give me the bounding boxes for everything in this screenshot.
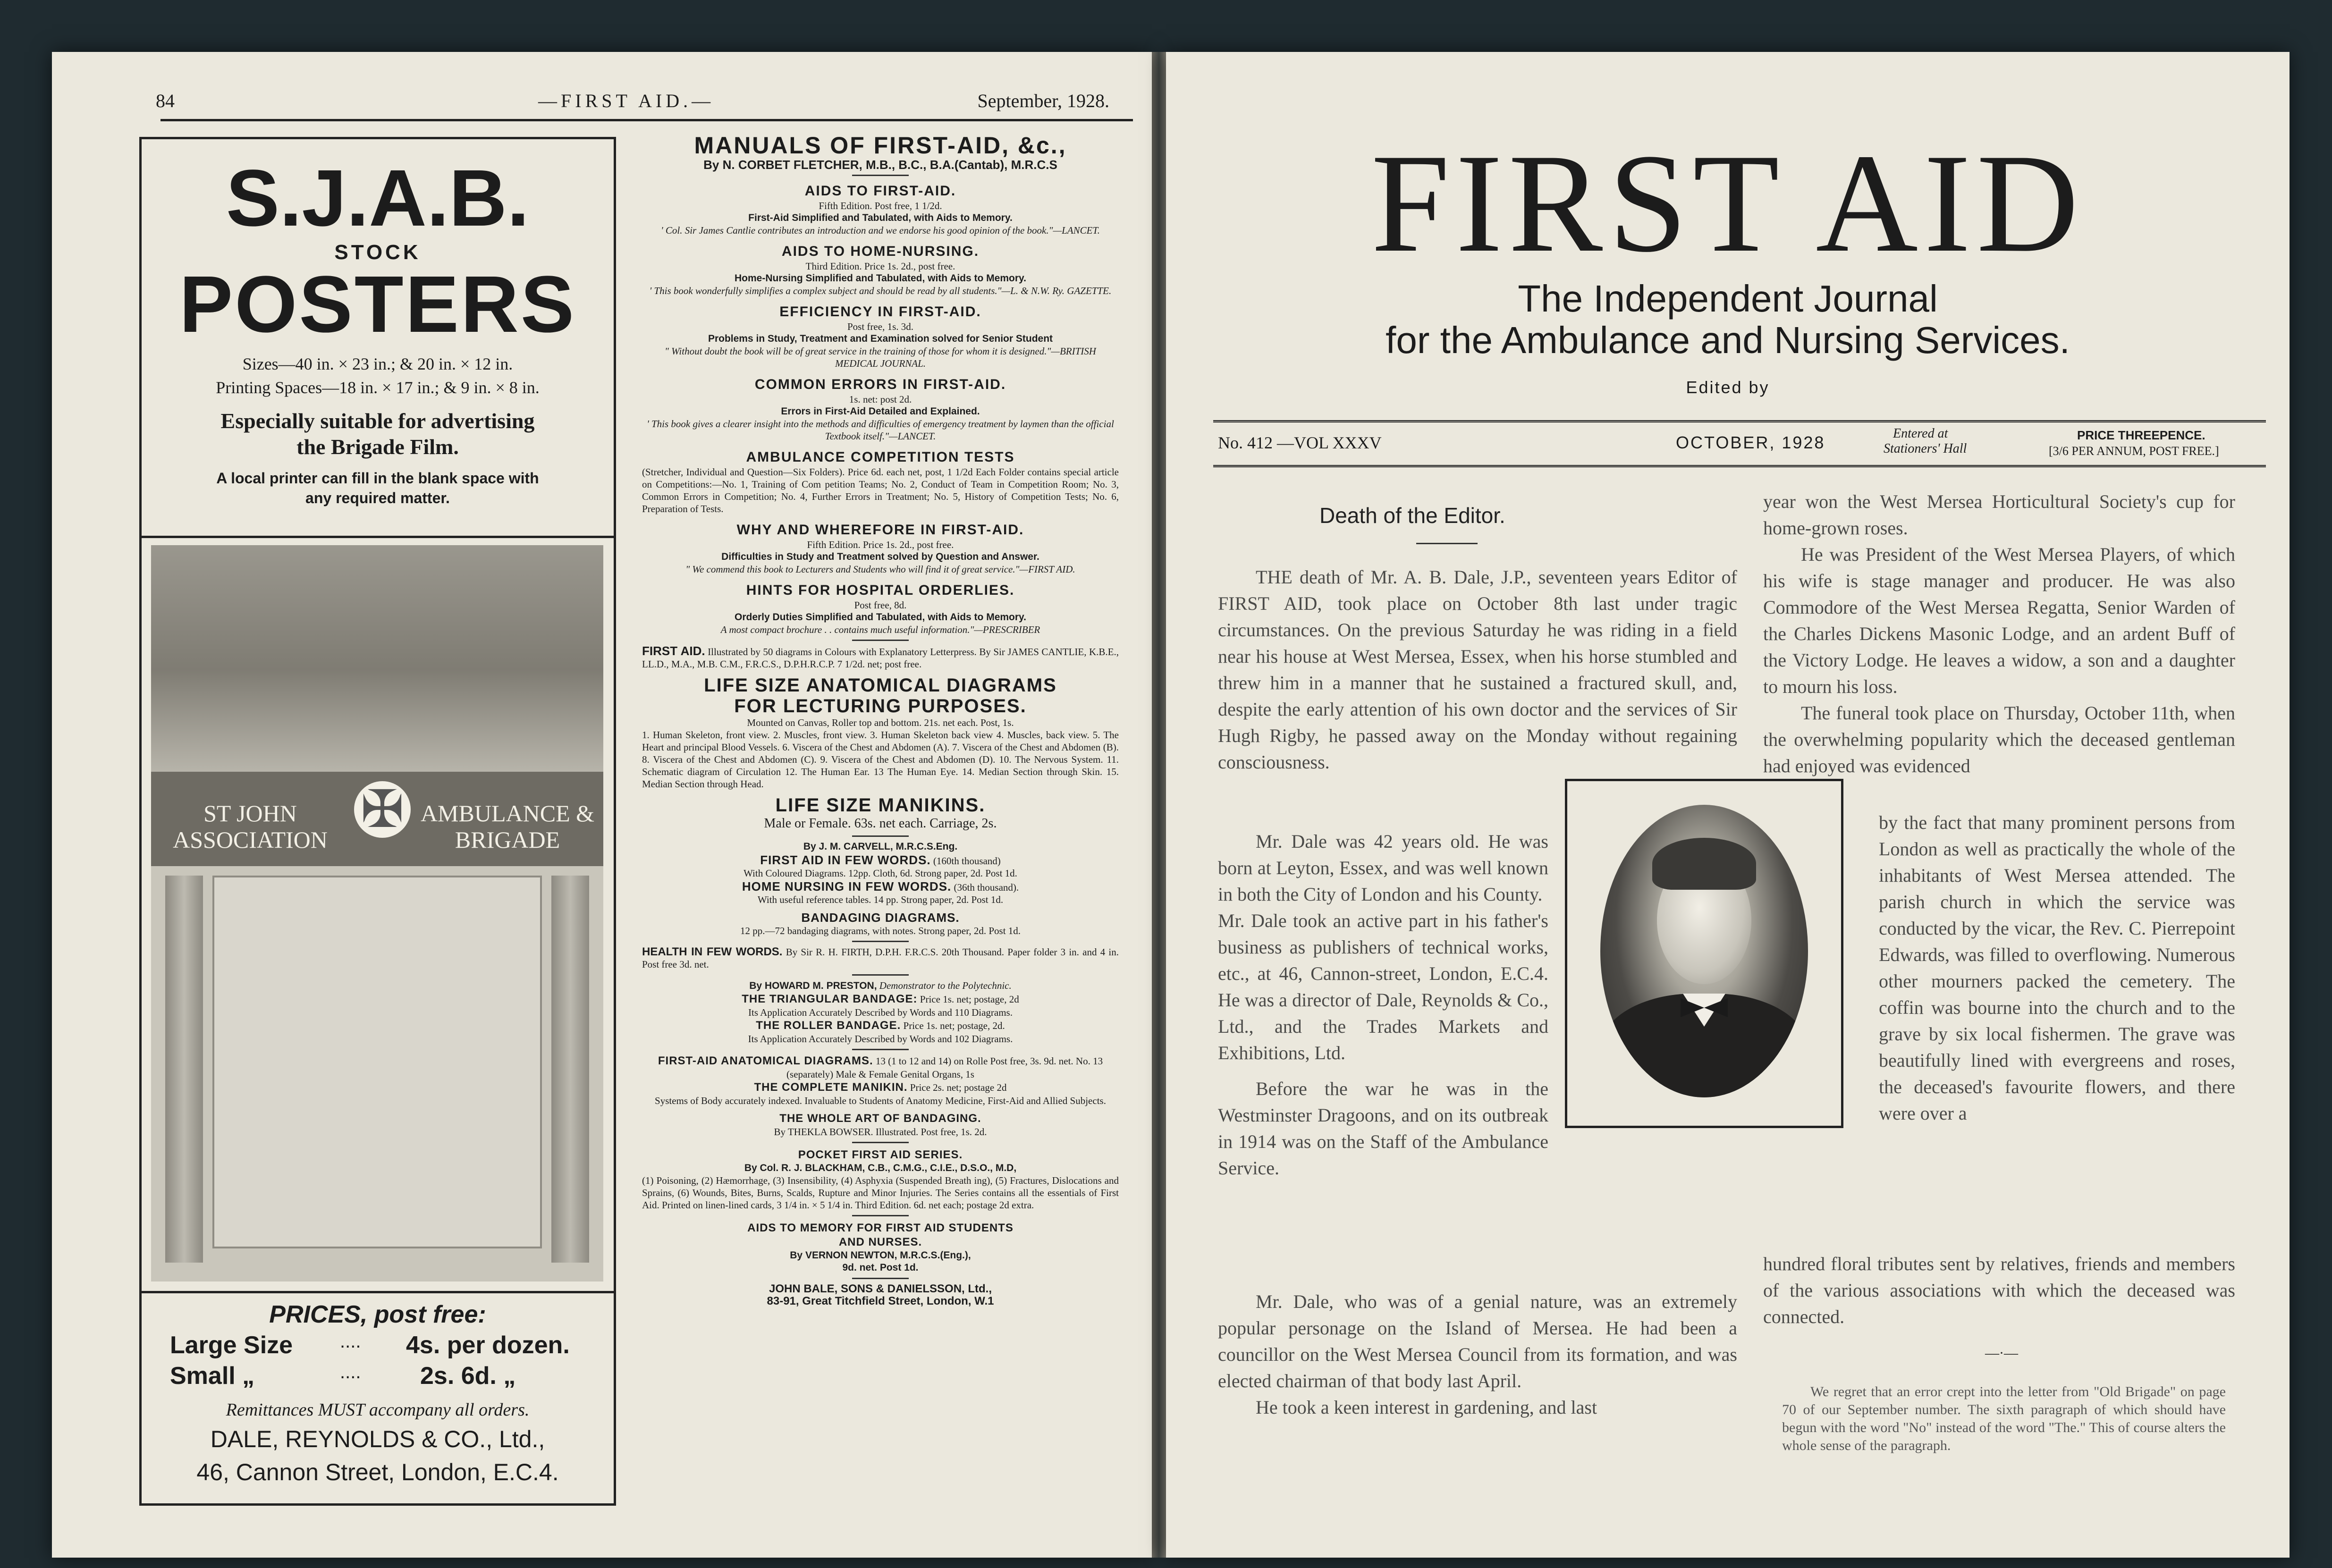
- entry-lead: THE TRIANGULAR BANDAGE:: [742, 993, 918, 1005]
- ornament-rule: —·—: [1985, 1345, 2018, 1361]
- article-paragraph: He was President of the West Mersea Players, of which his wife is stage manager and producer. He was also Commodore of the West Mersea Regatta, Senior Warden of the Charles Dickens Masonic Lodge, and an ardent Buff of the Victory Lodge. He leaves a widow, a son and a daughter to mourn his loss.: [1763, 544, 2235, 697]
- pocket-series-author: By Col. R. J. BLACKHAM, C.B., C.M.G., C.I.E., D.S.O., M.D,: [744, 1163, 1017, 1173]
- entry-text: (36th thousand).: [954, 882, 1019, 893]
- book-review: " Without doubt the book will be of great service in the training of those for whom it is designed."—BRITISH MEDICAL JOURNAL.: [665, 346, 1096, 369]
- entry-lead: HOME NURSING IN FEW WORDS.: [742, 879, 952, 894]
- left-page-header: [156, 90, 1133, 118]
- manuals-advert: [642, 132, 1119, 1307]
- book-subtitle: Orderly Duties Simplified and Tabulated, with Aids to Memory.: [734, 612, 1027, 623]
- entry-price: 12 pp.—72 bandaging diagrams, with notes. Strong paper, 2d. Post 1d.: [740, 925, 1021, 936]
- entry-text: Price 1s. net; postage, 2d.: [903, 1020, 1005, 1031]
- article-paragraph: Mr. Dale, who was of a genial nature, was an extremely popular personage on the Island of Mersea. He had been a councillor on the West Mersea Council from its formation, and was elected chairman of that body last April.: [1218, 1291, 1737, 1391]
- page-number: 84: [156, 90, 175, 111]
- book-subtitle: Errors in First-Aid Detailed and Explained.: [781, 406, 980, 417]
- pocket-series-title: POCKET FIRST AID SERIES.: [798, 1148, 963, 1161]
- diagrams-price: Mounted on Canvas, Roller top and bottom. 21s. net each. Post, 1s.: [747, 717, 1014, 728]
- masthead-subtitle-1: The Independent Journal: [1518, 278, 1938, 320]
- health-few-words-entry: [642, 946, 1119, 970]
- large-size-price: 4s. per dozen.: [406, 1332, 570, 1359]
- book-subtitle: First-Aid Simplified and Tabulated, with Aids to Memory.: [748, 212, 1013, 223]
- triangular-bandage-entry: [642, 992, 1119, 1006]
- article-paragraph: year won the West Mersea Horticultural Society's cup for home-grown roses.: [1763, 491, 2235, 539]
- heading-rule: [1416, 543, 1478, 544]
- life-size-diagrams-title-2: FOR LECTURING PURPOSES.: [734, 696, 1027, 717]
- issue-month: OCTOBER, 1928: [1676, 433, 1825, 452]
- article-paragraph: He took a keen interest in gardening, and last: [1256, 1397, 1597, 1418]
- book-title-why-wherefore: WHY AND WHEREFORE IN FIRST-AID.: [736, 522, 1024, 538]
- short-rule: [852, 1278, 909, 1279]
- manuals-title: MANUALS OF FIRST-AID, &c.,: [694, 132, 1067, 159]
- article-column-1-lower: [1218, 1289, 1737, 1421]
- poster-column-left: [165, 876, 203, 1263]
- book-edition: Third Edition. Price 1s. 2d., post free.: [805, 261, 955, 272]
- editor-portrait-frame: [1565, 779, 1843, 1128]
- publisher-name: DALE, REYNOLDS & CO., Ltd.,: [210, 1426, 545, 1452]
- large-size-label: Large Size: [170, 1332, 293, 1359]
- diagrams-list: 1. Human Skeleton, front view. 2. Muscles, front view. 3. Human Skeleton back view 4. Muscles, back view. 5. The Heart and principal Blood Vessels. 6. Viscera of the Chest and Abdomen (A). 7. Viscera of the Chest and Abdomen (B). 8. Viscera of the Chest and Abdomen (C). 9. Viscera of the Chest and Abdomen (D). 10. The Nervous System. 11. Schematic diagram of Circulation 12. The Human Ear. 13 The Human Eye. 14. Median Section through Skin. 15. Median Section through Head.: [642, 729, 1119, 790]
- short-rule: [852, 1142, 909, 1143]
- aids-memory-price: 9d. net. Post 1d.: [842, 1262, 919, 1273]
- short-rule: [852, 1215, 909, 1216]
- small-size-price: 2s. 6d. „: [420, 1362, 516, 1390]
- entry-lead: FIRST-AID ANATOMICAL DIAGRAMS.: [658, 1054, 873, 1067]
- short-rule: [852, 175, 909, 176]
- portrait-hair: [1652, 838, 1756, 890]
- article-paragraph: The funeral took place on Thursday, October 11th, when the overwhelming popularity which the deceased gentleman had enjoyed was evidenced: [1763, 702, 2235, 776]
- book-gutter: [1152, 52, 1166, 1558]
- article-column-1-narrow: [1218, 828, 1548, 1181]
- short-rule: [852, 941, 909, 942]
- article-paragraph: hundred floral tributes sent by relatives, friends and members of the various associations with which the deceased was connected.: [1763, 1253, 2235, 1327]
- book-subtitle: Home-Nursing Simplified and Tabulated, with Aids to Memory.: [735, 273, 1026, 284]
- poster-blank-space: [212, 876, 542, 1248]
- life-size-diagrams-title-1: LIFE SIZE ANATOMICAL DIAGRAMS: [704, 675, 1057, 696]
- prices-title: PRICES, post free:: [269, 1301, 486, 1328]
- suitable-line-1: Especially suitable for advertising: [220, 409, 535, 433]
- book-review: ' This book gives a clearer insight into the methods and difficulties of emergency treatment by laymen than the official Textbook itself."—LANCET.: [647, 418, 1114, 442]
- book-description: (Stretcher, Individual and Question—Six Folders). Price 6d. each net, post, 1 1/2d Each Folder contains special article on Competitions:—No. 1, Training of Com petition Teams; No. 2, Conduct of Team in Competition Room; No. 3, Common Errors in Competition; No. 4, Further Errors in Treatment; No. 5, History of Competition Tests; No. 6, Preparation of Tests.: [642, 466, 1119, 514]
- article-paragraph: by the fact that many prominent persons from London as well as practically the whole of the inhabitants of West Mersea attended. The parish church in which the service was conducted by the vicar, the Rev. C. Pierrepoint Edwards, was filled to overflowing. Numerous other mourners packed the cemetery. The coffin was bourne into the church and to the grave by six local fishermen. The grave was beautifully lined with evergreens and roses, the deceased's favourite flowers, and there were over a: [1879, 812, 2235, 1124]
- posters-title: POSTERS: [179, 260, 576, 349]
- price-label: PRICE THREEPENCE.: [2077, 428, 2205, 442]
- aids-memory-title-2: AND NURSES.: [838, 1236, 922, 1248]
- entry-text: 13 (1 to 12 and 14) on Rolle Post free, 3s. 9d. net. No. 13 (separately) Male & Female Genital Organs, 1s: [786, 1055, 1103, 1080]
- entry-lead: THE ROLLER BANDAGE.: [756, 1019, 901, 1032]
- short-rule: [852, 835, 909, 837]
- home-nursing-few-words-entry: [642, 879, 1119, 894]
- manuals-author: By N. CORBET FLETCHER, M.B., B.C., B.A.(Cantab), M.R.C.S: [703, 158, 1057, 172]
- book-edition: Post free, 1s. 3d.: [847, 321, 913, 332]
- book-edition: Post free, 8d.: [854, 599, 907, 611]
- poster-label-left: ST JOHN ASSOCIATION: [173, 800, 328, 853]
- remittances-note: Remittances MUST accompany all orders.: [226, 1400, 530, 1420]
- entry-description: Systems of Body accurately indexed. Invaluable to Students of Anatomy Medicine, First-Aid and Allied Subjects.: [655, 1095, 1106, 1106]
- book-title-hospital-orderlies: HINTS FOR HOSPITAL ORDERLIES.: [746, 582, 1015, 598]
- article-paragraph: THE death of Mr. A. B. Dale, J.P., seventeen years Editor of FIRST AID, took place on October 8th last under tragic circumstances. On the previous Saturday he was riding in a field near his house at West Mersea, Essex, when his horse stumbled and threw him in a manner that he sustained a fractured skull, and, despite the early attention of his own doctor and the services of Sir Hugh Rigby, he passed away on the Monday without regaining consciousness.: [1218, 566, 1737, 773]
- entry-text: By Sir R. H. FIRTH, D.P.H. F.R.C.S. 20th Thousand. Paper folder 3 in. and 4 in. Post free 3d. net.: [642, 946, 1119, 970]
- article-column-1: [1218, 564, 1737, 776]
- preston-author: [642, 979, 1119, 992]
- annual-price: [3/6 PER ANNUM, POST FREE.]: [2049, 444, 2219, 458]
- stock-label: STOCK: [334, 241, 421, 264]
- article-column-2-narrow: [1879, 809, 2235, 1127]
- entered-at: Entered at: [1893, 426, 1948, 441]
- book-title-home-nursing: AIDS TO HOME-NURSING.: [781, 244, 980, 259]
- stationers-hall: Stationers' Hall: [1884, 441, 1967, 456]
- short-rule: [852, 640, 909, 641]
- book-title-common-errors: COMMON ERRORS IN FIRST-AID.: [754, 377, 1006, 392]
- large-dots: ....: [340, 1331, 361, 1352]
- bandaging-diagrams-title: BANDAGING DIAGRAMS.: [801, 910, 960, 925]
- poster-photo: [151, 545, 603, 772]
- maltese-cross-icon: ✠: [354, 781, 411, 838]
- sjab-poster-advert: [139, 137, 616, 1506]
- aids-memory-title-1: AIDS TO MEMORY FOR FIRST AID STUDENTS: [747, 1222, 1014, 1234]
- article-heading: Death of the Editor.: [1319, 503, 1505, 528]
- complete-manikin-entry: [642, 1080, 1119, 1095]
- printing-spaces: Printing Spaces—18 in. × 17 in.; & 9 in. × 8 in.: [216, 378, 540, 397]
- printer-name: JOHN BALE, SONS & DANIELSSON, Ltd.,: [769, 1282, 992, 1295]
- entry-text: (160th thousand): [933, 855, 1001, 867]
- poster-column-right: [551, 876, 589, 1263]
- first-aid-few-words-entry: [642, 853, 1119, 867]
- issue-number: No. 412 —VOL XXXV: [1218, 433, 1382, 452]
- anatomical-diagrams-entry: [642, 1054, 1119, 1080]
- book-title-efficiency: EFFICIENCY IN FIRST-AID.: [779, 304, 981, 320]
- whole-art-bandaging-title: THE WHOLE ART OF BANDAGING.: [779, 1112, 981, 1125]
- roller-bandage-entry: [642, 1019, 1119, 1033]
- article-paragraph: Before the war he was in the Westminster Dragoons, and on its outbreak in 1914 was on the Staff of the Ambulance Service.: [1218, 1078, 1548, 1179]
- advert-divider: [142, 536, 614, 538]
- entry-lead: FIRST AID.: [642, 644, 705, 658]
- article-paragraph: Mr. Dale was 42 years old. He was born at Leyton, Essex, and was well known in both the City of London and his County.: [1218, 831, 1548, 905]
- dateline-bar: [1213, 420, 2266, 467]
- st-john-poster-image: [151, 545, 603, 1281]
- entry-text: Demonstrator to the Polytechnic.: [879, 980, 1012, 991]
- header-rule: [161, 119, 1133, 121]
- masthead: FIRST AID: [1371, 125, 2085, 281]
- local-printer-line-1: A local printer can fill in the blank space with: [216, 470, 539, 487]
- entry-text: Illustrated by 50 diagrams in Colours with Explanatory Letterpress. By Sir JAMES CANTLIE, K.B.E., LL.D., M.A., M.B. C.M., F.R.C.S., D.P.H.R.C.P. 7 1/2d. net; post free.: [642, 646, 1119, 670]
- first-aid-cantlie-entry: [642, 645, 1119, 670]
- sjab-title: S.J.A.B.: [226, 153, 530, 243]
- issue-date: September, 1928.: [977, 90, 1109, 111]
- entry-lead: By HOWARD M. PRESTON,: [749, 980, 877, 991]
- entry-description: Its Application Accurately Described by Words and 102 Diagrams.: [748, 1033, 1013, 1045]
- entry-text: Price 2s. net; postage 2d: [910, 1082, 1007, 1093]
- poster-sizes: Sizes—40 in. × 23 in.; & 20 in. × 12 in.: [242, 354, 513, 373]
- running-title: —FIRST AID.—: [538, 90, 715, 111]
- article-paragraph: Mr. Dale took an active part in his father's business as publishers of technical works, etc., at 46, Cannon-street, London, E.C.4. He was a director of Dale, Reynolds & Co., Ltd., and the Trades Markets and Exhibitions, Ltd.: [1218, 910, 1548, 1063]
- pocket-series-description: (1) Poisoning, (2) Hæmorrhage, (3) Insensibility, (4) Asphyxia (Suspended Breath ing), (5) Fractures, Dislocations and Sprains, (6) Wounds, Bites, Burns, Scalds, Rupture and Minor Injuries. The Series contains all the essentials of First Aid. Printed on linen-lined cards, 3 1/4 in. × 5 1/4 in. Third Edition. 6d. net each; postage 2d extra.: [642, 1175, 1119, 1211]
- left-page: [52, 52, 1152, 1558]
- edited-by: Edited by: [1686, 378, 1770, 397]
- printer-address: 83-91, Great Titchfield Street, London, W.1: [767, 1295, 994, 1307]
- book-review: A most compact brochure . . contains much useful information."—PRESCRIBER: [720, 624, 1040, 635]
- editor-portrait-photo: [1600, 805, 1808, 1097]
- book-edition: Fifth Edition. Price 1s. 2d., post free.: [807, 539, 954, 550]
- article-column-2: [1763, 489, 2235, 779]
- prices-divider: [142, 1291, 614, 1293]
- book-edition: Fifth Edition. Post free, 1 1/2d.: [819, 200, 942, 211]
- masthead-subtitle-2: for the Ambulance and Nursing Services.: [1386, 319, 2070, 361]
- carvell-author: By J. M. CARVELL, M.R.C.S.Eng.: [803, 841, 958, 852]
- book-review: ' This book wonderfully simplifies a complex subject and should be read by all students."—L. & N.W. Ry. GAZETTE.: [649, 285, 1112, 296]
- book-subtitle: Problems in Study, Treatment and Examination solved for Senior Student: [708, 333, 1053, 344]
- book-edition: 1s. net: post 2d.: [849, 394, 912, 405]
- short-rule: [852, 1049, 909, 1050]
- book-review: ' Col. Sir James Cantlie contributes an introduction and we endorse his good opinion of the book."—LANCET.: [661, 225, 1100, 236]
- entry-lead: HEALTH IN FEW WORDS.: [642, 945, 783, 958]
- book-subtitle: Difficulties in Study and Treatment solved by Question and Answer.: [721, 551, 1039, 562]
- aids-memory-author: By VERNON NEWTON, M.R.C.S.(Eng.),: [790, 1250, 971, 1261]
- manikins-price: Male or Female. 63s. net each. Carriage, 2s.: [764, 816, 997, 831]
- life-size-manikins-title: LIFE SIZE MANIKINS.: [775, 795, 986, 816]
- entry-price: With useful reference tables. 14 pp. Strong paper, 2d. Post 1d.: [757, 894, 1004, 905]
- book-review: " We commend this book to Lecturers and Students who will find it of great service."—FIRST AID.: [685, 564, 1075, 575]
- entry-price: With Coloured Diagrams. 12pp. Cloth, 6d. Strong paper, 2d. Post 1d.: [744, 868, 1017, 879]
- small-dots: ....: [340, 1362, 361, 1383]
- short-rule: [852, 974, 909, 976]
- entry-lead: THE COMPLETE MANIKIN.: [754, 1081, 908, 1094]
- article-column-2-lower: [1763, 1251, 2235, 1330]
- right-page: [1166, 52, 2290, 1558]
- errata-note: We regret that an error crept into the letter from "Old Brigade" on page 70 of our September number. The sixth paragraph of which should have begun with the word "No" instead of the word "The." This of course alters the whole sense of the paragraph.: [1782, 1384, 2226, 1453]
- local-printer-line-2: any required matter.: [305, 489, 450, 506]
- small-size-label: Small „: [170, 1362, 255, 1390]
- entry-description: By THEKLA BOWSER. Illustrated. Post free, 1s. 2d.: [774, 1126, 987, 1138]
- book-title-aids-first-aid: AIDS TO FIRST-AID.: [804, 183, 956, 199]
- poster-label-right: AMBULANCE & BRIGADE: [420, 800, 595, 853]
- entry-lead: FIRST AID IN FEW WORDS.: [760, 853, 931, 867]
- suitable-line-2: the Brigade Film.: [296, 435, 459, 459]
- entry-description: Its Application Accurately Described by Words and 110 Diagrams.: [748, 1007, 1013, 1018]
- publisher-address: 46, Cannon Street, London, E.C.4.: [196, 1459, 559, 1485]
- book-title-competition-tests: AMBULANCE COMPETITION TESTS: [746, 449, 1015, 465]
- entry-text: Price 1s. net; postage, 2d: [920, 994, 1019, 1005]
